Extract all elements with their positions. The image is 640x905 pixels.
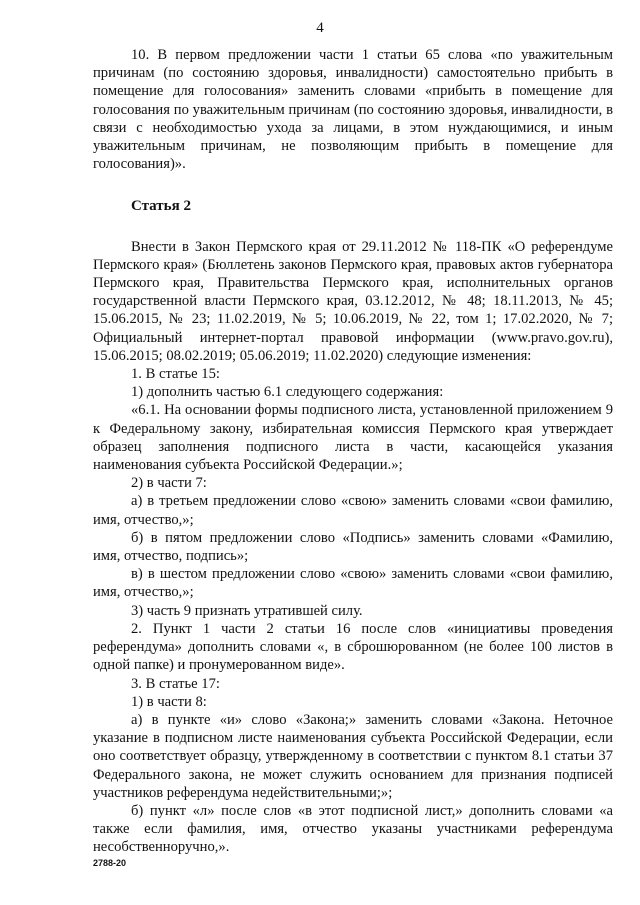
paragraph-intro: Внести в Закон Пермского края от 29.11.2012 № 118-ПК «О референдуме Пермского края» (Бюллетень законов Пермского края, правовых актов губернатора Пермского края, Правительства Пермского края, исполнительных органов государственной власти Пермского края, 03.12.2012, № 48; 18.11.2013, № 45; 15.06.2015, № 23; 11.02.2019, № 5; 10.06.2019, № 22, том 1; 17.02.2020, № 7; Официальный интернет-портал правовой информации (www.pravo.gov.ru), 15.06.2015; 08.02.2019; 05.06.2019; 11.02.2020) следующие изменения: <box>93 238 613 364</box>
document-body <box>93 46 613 857</box>
page-number: 4 <box>316 20 324 36</box>
document-code: 2788-20 <box>93 858 127 868</box>
paragraph-part-8: 1) в части 8: <box>131 693 207 710</box>
paragraph-item-2: 2) в части 7: <box>131 475 207 492</box>
paragraph-subitem-v: в) в шестом предложении слово «свою» заменить словами «свои фамилию, имя, отчество,»; <box>93 566 613 601</box>
paragraph-subitem-a: а) в третьем предложении слово «свою» заменить словами «свои фамилию, имя, отчество,»; <box>93 493 613 528</box>
paragraph-article-15: 1. В статье 15: <box>131 366 220 383</box>
paragraph-item-1: 1) дополнить частью 6.1 следующего содержания: <box>131 384 444 401</box>
article-heading: Статья 2 <box>131 198 191 215</box>
paragraph-item-10: 10. В первом предложении части 1 статьи 65 слова «по уважительным причинам (по состоянию здоровья, инвалидности) самостоятельно прибыть в помещение для голосования» заменить словами «прибыть в помещение для голосования по уважительным причинам (по состоянию здоровья, инвалидности, в связи с необходимостью ухода за лицами, в этом нуждающимися, и иным уважительным причинам, не позволяющим прибыть в помещение для голосования)». <box>93 47 613 173</box>
paragraph-part-6-1: «6.1. На основании формы подписного листа, установленной приложением 9 к Федеральному закону, избирательная комиссия Пермского края утверждает образец заполнения подписного листа в части, касающейся указания наименования субъекта Российской Федерации.»; <box>93 402 613 474</box>
paragraph-item-3: 3) часть 9 признать утратившей силу. <box>131 602 363 619</box>
paragraph-subitem-b: б) в пятом предложении слово «Подпись» заменить словами «Фамилию, имя, отчество, подпись»; <box>93 529 613 565</box>
paragraph-subitem-a-part-8: а) в пункте «и» слово «Закона;» заменить словами «Закона. Неточное указание в подписном листе наименования субъекта Российской Федерации, если оно соответствует образцу, утвержденному в соответствии с пунктом 8.1 статьи 37 Федерального закона, не может служить основанием для признания подписей участников референдума недействительными;»; <box>93 711 613 801</box>
paragraph-article-16: 2. Пункт 1 части 2 статьи 16 после слов «инициативы проведения референдума» дополнить словами «, в сброшюрованном (не более 100 листов в одной папке) и пронумерованном виде». <box>93 620 613 674</box>
paragraph-article-17: 3. В статье 17: <box>131 675 220 692</box>
paragraph-subitem-b-part-8: б) пункт «л» после слов «в этот подписной лист,» дополнить словами «а также если фамилия, имя, отчество указаны участниками референдума несобственноручно,». <box>93 802 613 856</box>
